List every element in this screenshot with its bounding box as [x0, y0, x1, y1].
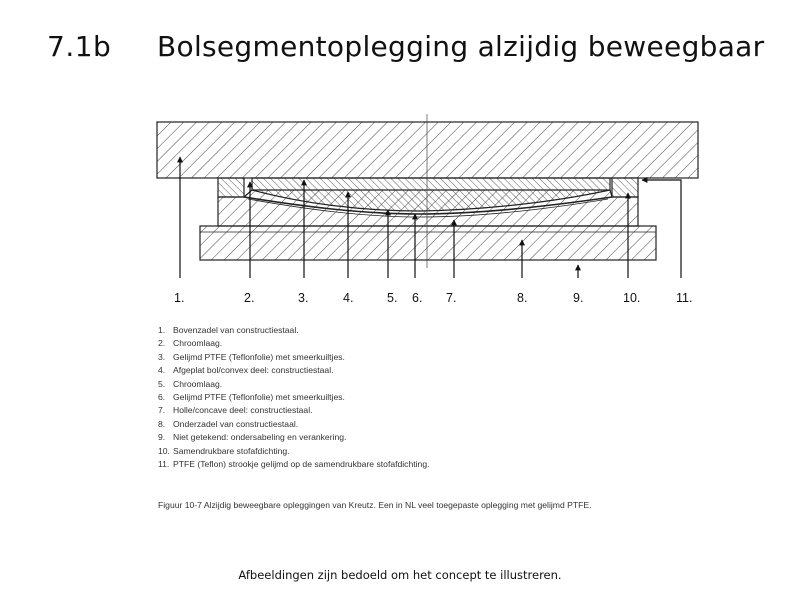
legend-item: 6. Gelijmd PTFE (Teflonfolie) met smeerkuiltjes. [158, 392, 345, 403]
callout-10: 10. [623, 291, 641, 305]
legend-item: 11. PTFE (Teflon) strookje gelijmd op de samendrukbare stofafdichting. [158, 459, 430, 470]
upper-saddle [157, 122, 698, 178]
slide-title: Bolsegmentoplegging alzijdig beweegbaar [157, 30, 765, 63]
dust-seal-right [612, 178, 638, 197]
figure-caption: Figuur 10-7 Alzijdig beweegbare opleggingen van Kreutz. Een in NL veel toegepaste oplegging met gelijmd PTFE. [158, 500, 592, 510]
callout-4: 4. [343, 291, 354, 305]
legend-item: 8. Onderzadel van constructiestaal. [158, 418, 299, 429]
callout-11: 11. [676, 291, 693, 305]
callout-8: 8. [517, 291, 528, 305]
legend-list [158, 324, 430, 471]
callout-labels [174, 291, 692, 305]
footnote: Afbeeldingen zijn bedoeld om het concept te illustreren. [238, 568, 562, 582]
legend-item: 5. Chroomlaag. [158, 378, 223, 389]
slide-number: 7.1b [47, 30, 112, 63]
legend-item: 10. Samendrukbare stofafdichting. [158, 445, 290, 456]
lower-saddle [200, 226, 656, 260]
callout-2: 2. [244, 291, 255, 305]
callout-6: 6. [412, 291, 423, 305]
legend-item: 3. Gelijmd PTFE (Teflonfolie) met smeerkuiltjes. [158, 351, 345, 362]
legend-item: 9. Niet getekend: ondersabeling en verankering. [158, 432, 347, 443]
dust-seal-left [218, 178, 244, 197]
callout-7: 7. [446, 291, 457, 305]
legend-item: 1. Bovenzadel van constructiestaal. [158, 325, 299, 335]
callout-5: 5. [387, 291, 398, 305]
callout-9: 9. [573, 291, 584, 305]
legend-item: 7. Holle/concave deel: constructiestaal. [158, 405, 313, 416]
legend-item: 2. Chroomlaag. [158, 338, 223, 349]
callout-3: 3. [298, 291, 309, 305]
legend-item: 4. Afgeplat bol/convex deel: constructiestaal. [158, 365, 334, 376]
callout-1: 1. [174, 291, 185, 305]
